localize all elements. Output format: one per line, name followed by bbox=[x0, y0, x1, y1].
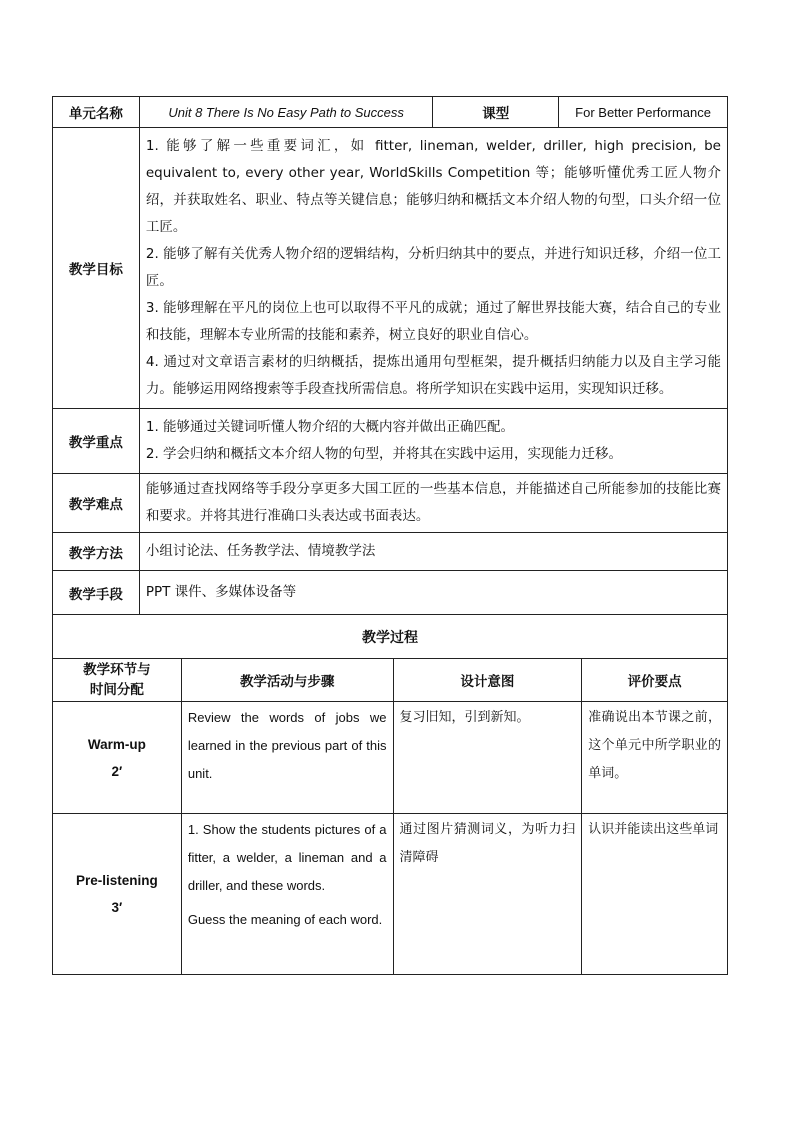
difficulties-text: 能够通过查找网络等手段分享更多大国工匠的一些基本信息，并能描述自己所能参加的技能比赛和要求。并将其进行准确口头表达或书面表达。 bbox=[139, 474, 727, 533]
stage-time: 2′ bbox=[111, 763, 123, 779]
info-table bbox=[52, 96, 728, 615]
column-header-stage-line1: 教学环节与 bbox=[83, 662, 151, 678]
unit-name-label: 单元名称 bbox=[53, 97, 140, 128]
key-points-content bbox=[139, 409, 727, 474]
methods-text: 小组讨论法、任务教学法、情境教学法 bbox=[139, 533, 727, 571]
activity-step: Guess the meaning of each word. bbox=[187, 912, 383, 927]
column-header-intent: 设计意图 bbox=[393, 659, 582, 702]
activity-cell bbox=[181, 702, 393, 814]
stage-name: Pre-listening bbox=[76, 873, 158, 888]
means-label: 教学手段 bbox=[53, 571, 140, 615]
objective-item: 4. 通过对文章语言素材的归纳概括，提炼出通用句型框架，提升概括归纳能力以及自主学习能力。能够运用网络搜索等手段查找所需信息。将所学知识在实践中运用，实现知识迁移。 bbox=[145, 354, 721, 397]
activity-cell bbox=[181, 814, 393, 975]
objective-item: 3. 能够理解在平凡的岗位上也可以取得不平凡的成就；通过了解世界技能大赛，结合自己的专业和技能，理解本专业所需的技能和素养，树立良好的职业自信心。 bbox=[145, 300, 721, 343]
intent-cell: 复习旧知，引到新知。 bbox=[393, 702, 582, 814]
lesson-type-value: For Better Performance bbox=[559, 97, 728, 128]
methods-label: 教学方法 bbox=[53, 533, 140, 571]
stage-cell bbox=[53, 814, 182, 975]
column-header-evaluation: 评价要点 bbox=[582, 659, 728, 702]
column-header-stage bbox=[53, 659, 182, 702]
table-row bbox=[53, 814, 728, 975]
column-header-stage-line2: 时间分配 bbox=[89, 682, 144, 698]
activity-step: Review the words of jobs we learned in the previous part of this unit. bbox=[187, 710, 387, 781]
lesson-type-label: 课型 bbox=[433, 97, 559, 128]
table-row bbox=[53, 702, 728, 814]
stage-cell bbox=[53, 702, 182, 814]
evaluation-cell: 准确说出本节课之前，这个单元中所学职业的单词。 bbox=[582, 702, 728, 814]
difficulties-label: 教学难点 bbox=[53, 474, 140, 533]
process-title: 教学过程 bbox=[53, 615, 728, 659]
objectives-label: 教学目标 bbox=[53, 128, 140, 409]
means-text: PPT 课件、多媒体设备等 bbox=[139, 571, 727, 615]
column-header-activity: 教学活动与步骤 bbox=[181, 659, 393, 702]
objective-item: 2. 能够了解有关优秀人物介绍的逻辑结构，分析归纳其中的要点，并进行知识迁移，介绍一位工匠。 bbox=[145, 246, 721, 289]
stage-name: Warm-up bbox=[87, 736, 146, 752]
process-table bbox=[52, 614, 728, 975]
objective-item: 1. 能够了解一些重要词汇，如 fitter, lineman, welder, driller, high precision, be equivalent to, every other year, WorldSkills Competition 等；能够听懂优秀工匠人物介绍，并获取姓名、职业、特点等关键信息；能够归纳和概括文本介绍人物的句型，口头介绍一位工匠。 bbox=[145, 138, 721, 235]
unit-title: Unit 8 There Is No Easy Path to Success bbox=[139, 97, 433, 128]
key-point-item: 2. 学会归纳和概括文本介绍人物的句型，并将其在实践中运用，实现能力迁移。 bbox=[145, 446, 623, 462]
intent-cell: 通过图片猜测词义，为听力扫清障碍 bbox=[393, 814, 582, 975]
activity-step: 1. Show the students pictures of a fitter, a welder, a lineman and a driller, and these words. bbox=[187, 822, 387, 893]
stage-time: 3′ bbox=[111, 900, 123, 915]
key-points-label: 教学重点 bbox=[53, 409, 140, 474]
objectives-content bbox=[139, 128, 727, 409]
evaluation-cell: 认识并能读出这些单词 bbox=[582, 814, 728, 975]
key-point-item: 1. 能够通过关键词听懂人物介绍的大概内容并做出正确匹配。 bbox=[145, 419, 515, 435]
